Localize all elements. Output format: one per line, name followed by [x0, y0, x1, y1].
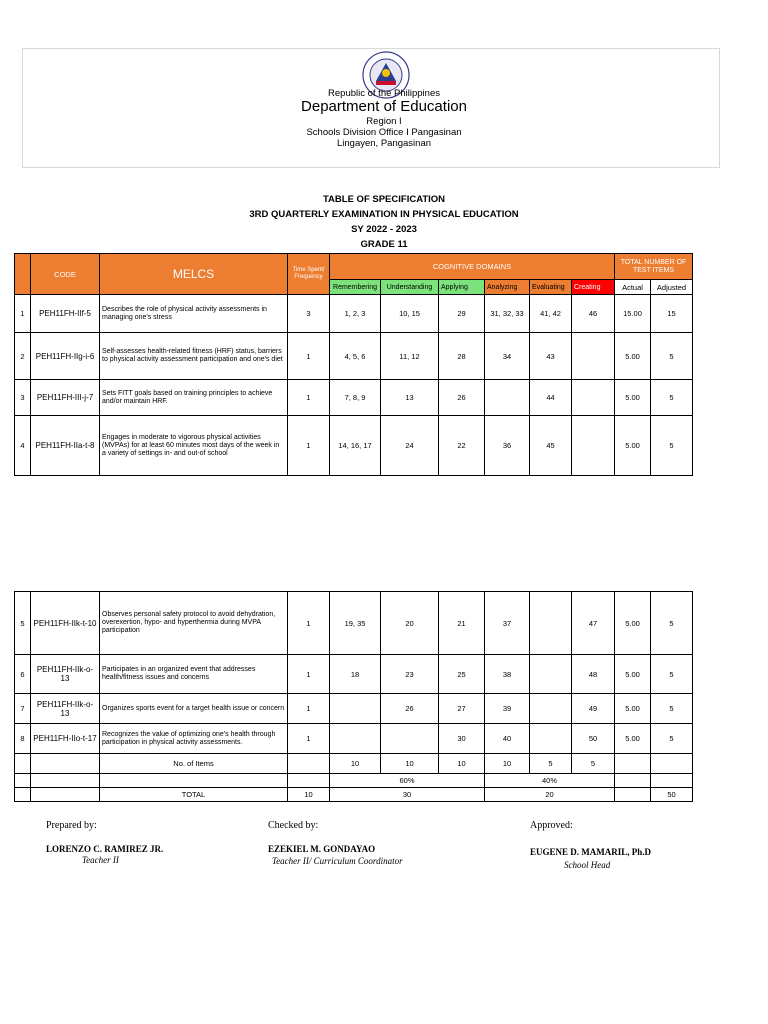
- row-creating: [572, 380, 615, 416]
- checked-by-label: Checked by:: [268, 820, 319, 831]
- row-understanding: 26: [381, 694, 439, 724]
- header-actual: Actual: [615, 280, 651, 295]
- row-actual: 15.00: [615, 295, 651, 333]
- row-analyzing: 40: [485, 724, 530, 754]
- no-of-items-label: No. of Items: [100, 754, 288, 774]
- prepared-by-name: LORENZO C. RAMIREZ JR.: [46, 844, 164, 854]
- division-line: Schools Division Office I Pangasinan: [306, 127, 462, 138]
- header-number-cell: [15, 254, 31, 295]
- row-actual: 5.00: [615, 655, 651, 694]
- specification-table-part1: [14, 253, 693, 476]
- row-actual: 5.00: [615, 592, 651, 655]
- row-applying: 27: [439, 694, 485, 724]
- row-code: PEH11FH-III-j-7: [31, 380, 100, 416]
- prepared-by-role: Teacher II: [82, 855, 119, 865]
- row-applying: 22: [439, 416, 485, 476]
- row-creating: 50: [572, 724, 615, 754]
- row-code: PEH11FH-IIk-o-13: [31, 655, 100, 694]
- table-row: [15, 380, 693, 416]
- row-remembering: [330, 724, 381, 754]
- row-understanding: 13: [381, 380, 439, 416]
- row-understanding: 10, 15: [381, 295, 439, 333]
- row-remembering: 4, 5, 6: [330, 333, 381, 380]
- row-creating: [572, 416, 615, 476]
- percentage-row: [15, 774, 693, 788]
- count-creating: 5: [572, 754, 615, 774]
- row-time: 1: [288, 655, 330, 694]
- header-melcs: MELCS: [100, 254, 288, 295]
- specification-table-part2: [14, 591, 693, 802]
- row-understanding: 23: [381, 655, 439, 694]
- row-melc: Describes the role of physical activity assessments in managing one's stress: [100, 295, 288, 333]
- header-creating: Creating: [572, 280, 615, 295]
- row-time: 1: [288, 416, 330, 476]
- row-creating: 48: [572, 655, 615, 694]
- row-actual: 5.00: [615, 416, 651, 476]
- location-line: Lingayen, Pangasinan: [336, 138, 432, 149]
- row-evaluating: [530, 655, 572, 694]
- table-row: [15, 295, 693, 333]
- title-line-4: GRADE 11: [360, 239, 408, 250]
- header-understanding: Understanding: [381, 280, 439, 295]
- row-code: PEH11FH-IIf-5: [31, 295, 100, 333]
- row-remembering: 19, 35: [330, 592, 381, 655]
- approved-by-label: Approved:: [530, 820, 573, 831]
- row-actual: 5.00: [615, 694, 651, 724]
- row-actual: 5.00: [615, 724, 651, 754]
- title-line-2: 3RD QUARTERLY EXAMINATION IN PHYSICAL EDUCATION: [249, 209, 519, 220]
- row-number: 8: [15, 724, 31, 754]
- row-remembering: 14, 16, 17: [330, 416, 381, 476]
- row-remembering: 7, 8, 9: [330, 380, 381, 416]
- row-melc: Self-assesses health-related fitness (HRF) status, barriers to physical activity assessment participation and one's diet: [100, 333, 288, 380]
- header-code: CODE: [31, 254, 100, 295]
- row-understanding: 11, 12: [381, 333, 439, 380]
- row-creating: 49: [572, 694, 615, 724]
- row-understanding: 24: [381, 416, 439, 476]
- row-melc: Engages in moderate to vigorous physical activities (MVPAs) for at least 60 minutes most days of the week in a variety of settings in- and out-of school: [100, 416, 288, 476]
- header-adjusted: Adjusted: [651, 280, 693, 295]
- header-remembering: Remembering: [330, 280, 381, 295]
- total-lot: 30: [330, 788, 485, 802]
- row-analyzing: 34: [485, 333, 530, 380]
- row-applying: 21: [439, 592, 485, 655]
- row-number: 4: [15, 416, 31, 476]
- row-time: 1: [288, 333, 330, 380]
- row-applying: 28: [439, 333, 485, 380]
- total-row: [15, 788, 693, 802]
- row-code: PEH11FH-IIk-o-13: [31, 694, 100, 724]
- row-adjusted: 5: [651, 333, 693, 380]
- checked-by-name: EZEKIEL M. GONDAYAO: [268, 844, 376, 854]
- row-remembering: 18: [330, 655, 381, 694]
- row-adjusted: 15: [651, 295, 693, 333]
- hot-percentage: 40%: [485, 774, 615, 788]
- row-number: 2: [15, 333, 31, 380]
- header-evaluating: Evaluating: [530, 280, 572, 295]
- row-melc: Participates in an organized event that addresses health/fitness issues and concerns: [100, 655, 288, 694]
- header-analyzing: Analyzing: [485, 280, 530, 295]
- row-adjusted: 5: [651, 380, 693, 416]
- prepared-by-label: Prepared by:: [46, 820, 97, 831]
- total-adjusted: 50: [651, 788, 693, 802]
- header-total-items: TOTAL NUMBER OF TEST ITEMS: [615, 254, 693, 280]
- row-applying: 29: [439, 295, 485, 333]
- table-row: [15, 694, 693, 724]
- row-analyzing: [485, 380, 530, 416]
- row-number: 5: [15, 592, 31, 655]
- count-evaluating: 5: [530, 754, 572, 774]
- row-adjusted: 5: [651, 592, 693, 655]
- row-evaluating: 41, 42: [530, 295, 572, 333]
- row-evaluating: [530, 724, 572, 754]
- row-adjusted: 5: [651, 724, 693, 754]
- row-applying: 25: [439, 655, 485, 694]
- row-time: 1: [288, 724, 330, 754]
- row-number: 3: [15, 380, 31, 416]
- row-understanding: [381, 724, 439, 754]
- republic-line: Republic of the Philippines: [328, 88, 440, 99]
- count-applying: 10: [439, 754, 485, 774]
- row-melc: Organizes sports event for a target health issue or concern: [100, 694, 288, 724]
- row-analyzing: 37: [485, 592, 530, 655]
- row-actual: 5.00: [615, 333, 651, 380]
- table-row: [15, 724, 693, 754]
- count-understanding: 10: [381, 754, 439, 774]
- lot-percentage: 60%: [330, 774, 485, 788]
- row-applying: 26: [439, 380, 485, 416]
- row-time: 1: [288, 694, 330, 724]
- row-creating: 47: [572, 592, 615, 655]
- row-creating: [572, 333, 615, 380]
- row-time: 3: [288, 295, 330, 333]
- table-row: [15, 333, 693, 380]
- row-adjusted: 5: [651, 694, 693, 724]
- row-time: 1: [288, 380, 330, 416]
- row-remembering: 1, 2, 3: [330, 295, 381, 333]
- row-evaluating: 44: [530, 380, 572, 416]
- total-hot: 20: [485, 788, 615, 802]
- row-number: 1: [15, 295, 31, 333]
- header-cognitive-domains: COGNITIVE DOMAINS: [330, 254, 615, 280]
- row-adjusted: 5: [651, 655, 693, 694]
- table-row: [15, 416, 693, 476]
- row-actual: 5.00: [615, 380, 651, 416]
- row-analyzing: 36: [485, 416, 530, 476]
- count-analyzing: 10: [485, 754, 530, 774]
- title-line-3: SY 2022 - 2023: [351, 224, 417, 235]
- total-time: 10: [288, 788, 330, 802]
- count-remembering: 10: [330, 754, 381, 774]
- table-row: [15, 592, 693, 655]
- row-analyzing: 39: [485, 694, 530, 724]
- row-code: PEH11FH-IIo-t-17: [31, 724, 100, 754]
- region-line: Region I: [366, 116, 402, 127]
- header-applying: Applying: [439, 280, 485, 295]
- row-evaluating: 45: [530, 416, 572, 476]
- table-row: [15, 655, 693, 694]
- total-label: TOTAL: [100, 788, 288, 802]
- row-remembering: [330, 694, 381, 724]
- row-applying: 30: [439, 724, 485, 754]
- department-line: Department of Education: [301, 98, 467, 115]
- row-evaluating: 43: [530, 333, 572, 380]
- approved-by-name: EUGENE D. MAMARIL, Ph.D: [530, 847, 652, 857]
- row-analyzing: 38: [485, 655, 530, 694]
- row-number: 7: [15, 694, 31, 724]
- row-code: PEH11FH-IIg-i-6: [31, 333, 100, 380]
- row-creating: 46: [572, 295, 615, 333]
- row-adjusted: 5: [651, 416, 693, 476]
- row-code: PEH11FH-IIk-t-10: [31, 592, 100, 655]
- items-count-row: [15, 754, 693, 774]
- row-code: PEH11FH-IIa-t-8: [31, 416, 100, 476]
- row-evaluating: [530, 592, 572, 655]
- title-line-1: TABLE OF SPECIFICATION: [322, 194, 446, 205]
- row-analyzing: 31, 32, 33: [485, 295, 530, 333]
- row-melc: Recognizes the value of optimizing one's health through participation in physical activity assessments.: [100, 724, 288, 754]
- row-time: 1: [288, 592, 330, 655]
- row-evaluating: [530, 694, 572, 724]
- header-time-spent: Time Spent/ Frequency: [288, 254, 330, 295]
- checked-by-role: Teacher II/ Curriculum Coordinator: [272, 856, 403, 866]
- row-number: 6: [15, 655, 31, 694]
- approved-by-role: School Head: [564, 860, 611, 870]
- row-melc: Sets FITT goals based on training principles to achieve and/or maintain HRF.: [100, 380, 288, 416]
- row-understanding: 20: [381, 592, 439, 655]
- row-melc: Observes personal safety protocol to avoid dehydration, overexertion, hypo- and hyperthermia during MVPA participation: [100, 592, 288, 655]
